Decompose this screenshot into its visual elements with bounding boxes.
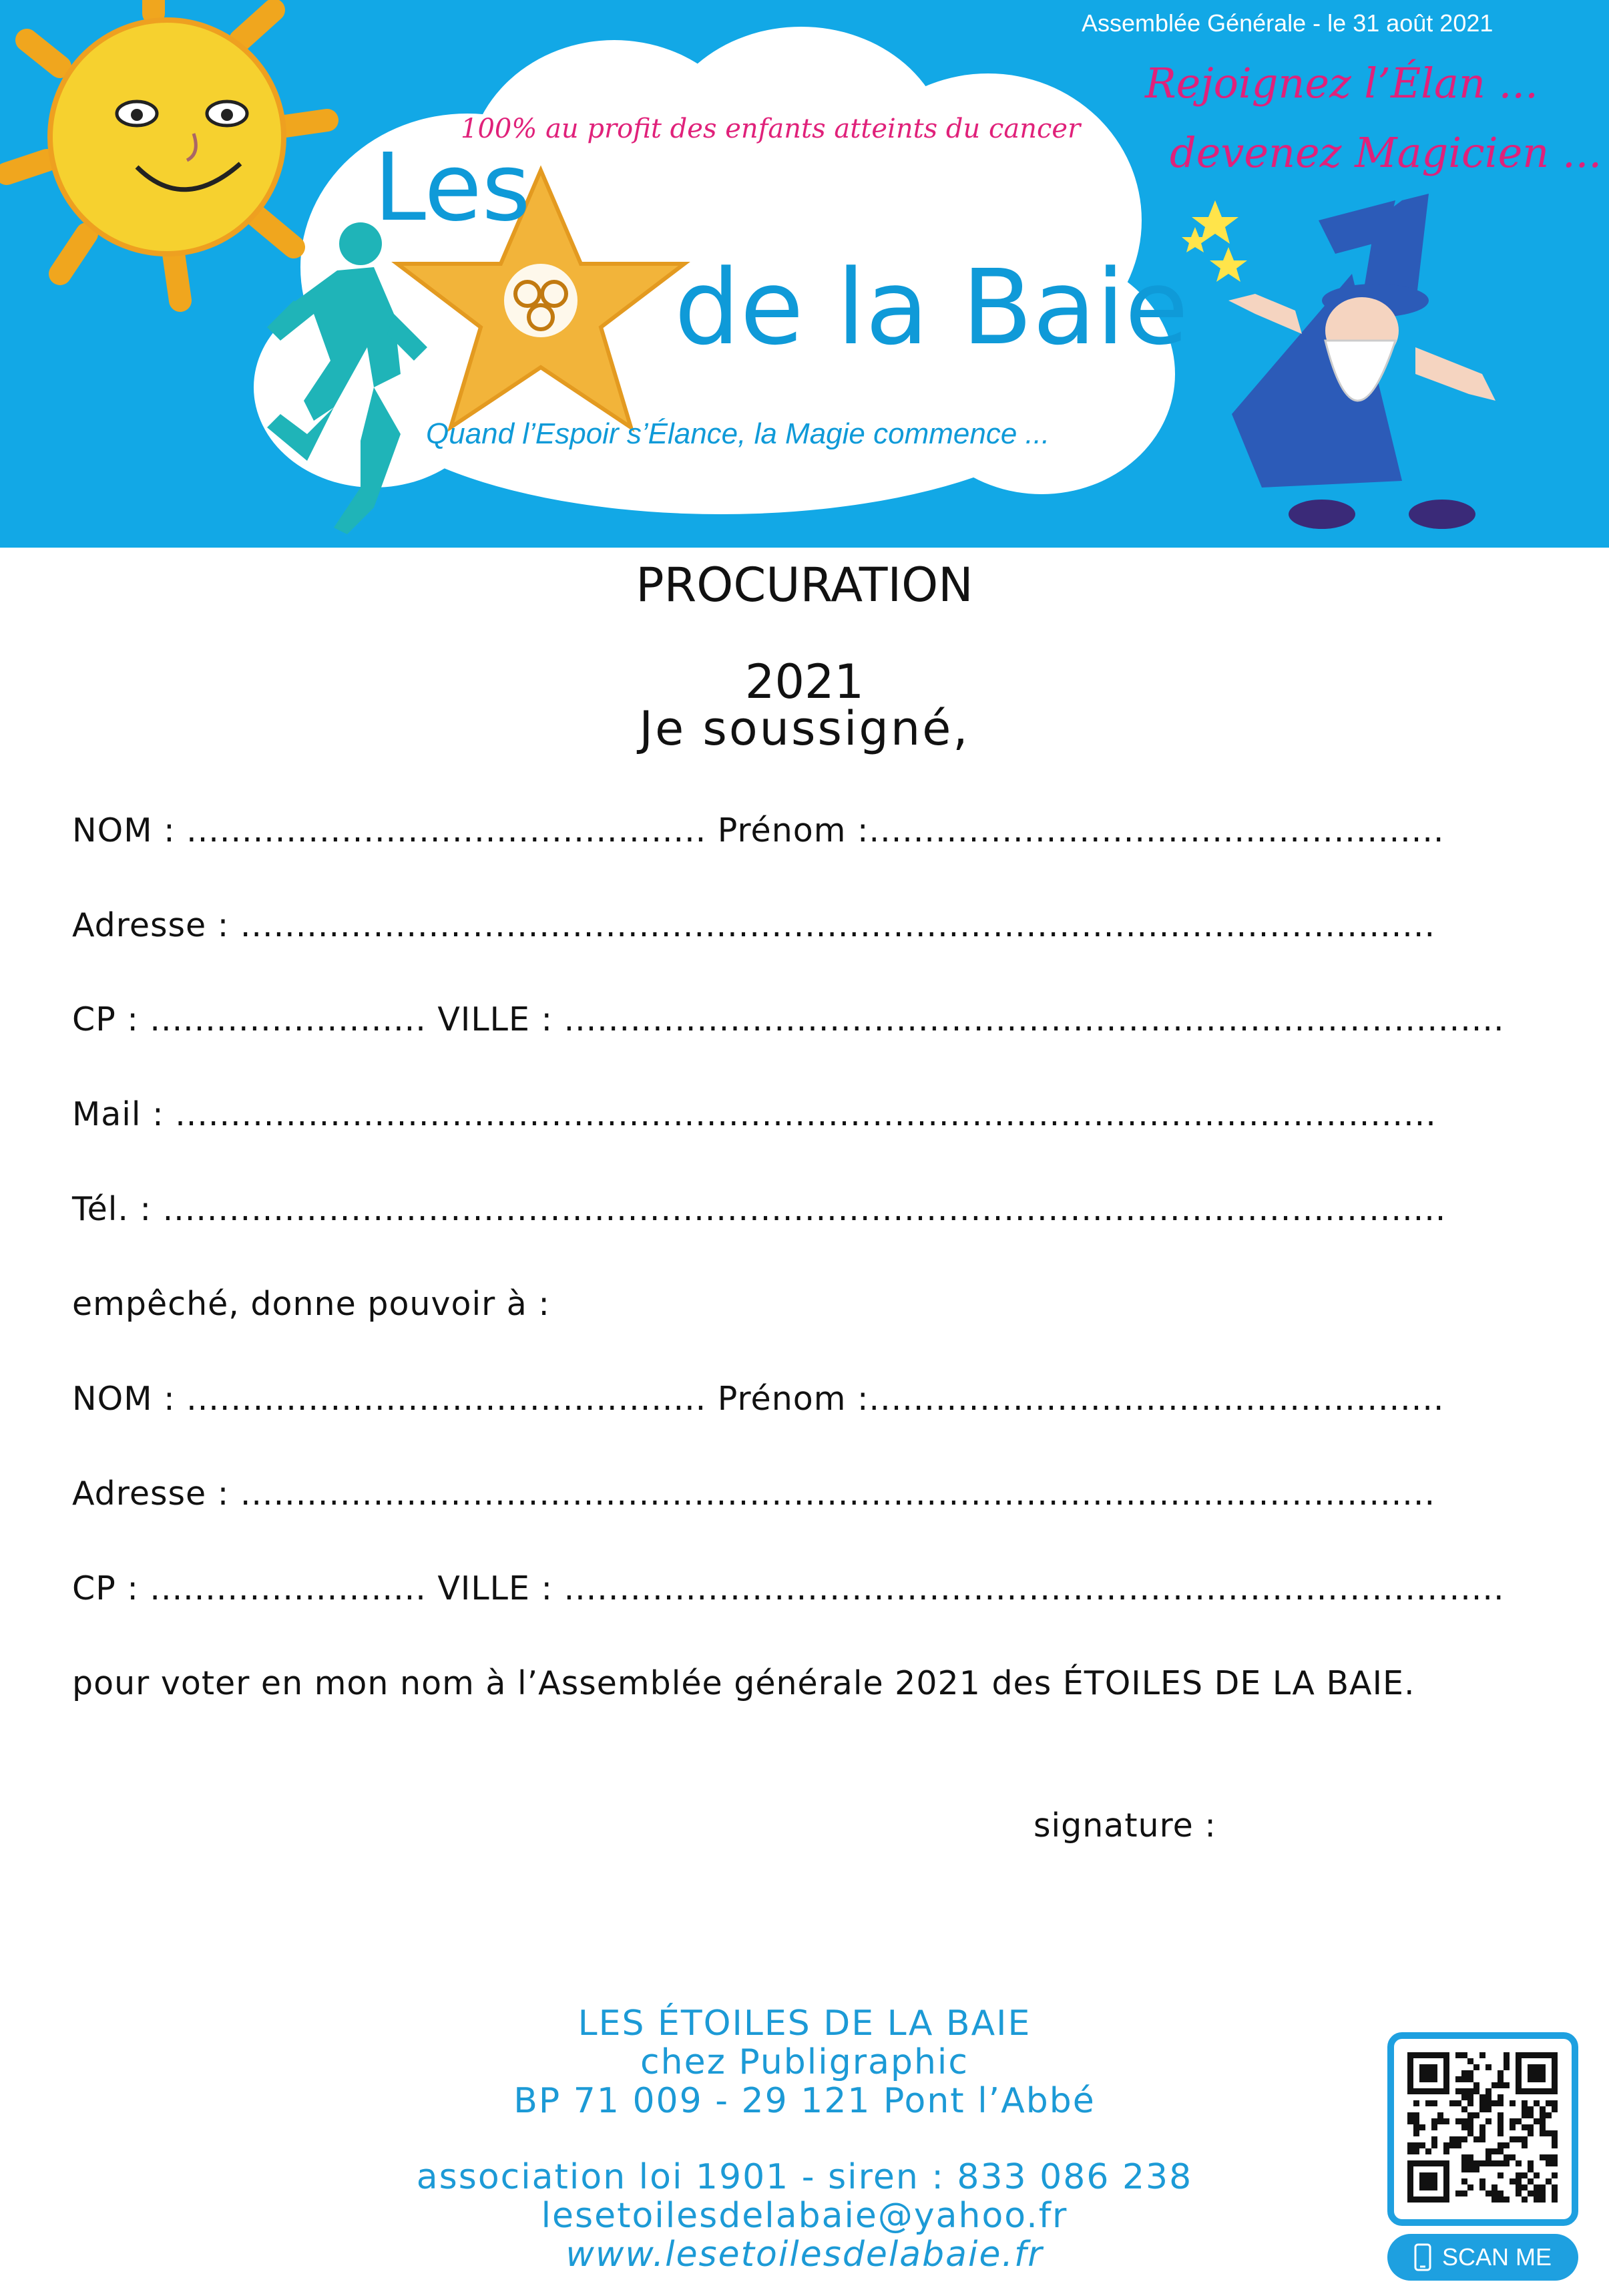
proxy-field-adresse[interactable]: Adresse : ............................................................................................................ bbox=[72, 1475, 1436, 1513]
qr-code-pattern bbox=[1394, 2039, 1572, 2219]
footer-address: BP 71 009 - 29 121 Pont l’Abbé bbox=[513, 2081, 1096, 2121]
document-year: 2021 bbox=[744, 654, 865, 709]
wizard-illustration bbox=[1182, 194, 1496, 529]
logo-word-baie: de la Baie bbox=[674, 247, 1189, 368]
footer-care-of: chez Publigraphic bbox=[640, 2042, 969, 2082]
event-date: Assemblée Générale - le 31 août 2021 bbox=[1082, 9, 1493, 37]
scan-me-label: SCAN ME bbox=[1441, 2243, 1552, 2271]
field-cp-ville[interactable]: CP : ......................... VILLE : ..................................................................................... bbox=[72, 1000, 1505, 1038]
field-adresse[interactable]: Adresse : ............................................................................................................ bbox=[72, 906, 1436, 944]
field-nom-prenom[interactable]: NOM : ............................................... Prénom :.................................................... bbox=[72, 811, 1445, 849]
sun-illustration bbox=[7, 0, 327, 301]
scan-me-badge[interactable] bbox=[1387, 2234, 1578, 2281]
profit-note: 100% au profit des enfants atteints du cancer bbox=[461, 114, 1081, 144]
footer-org-name: LES ÉTOILES DE LA BAIE bbox=[578, 2003, 1031, 2044]
tagline-join: Rejoignez l’Élan ... bbox=[1145, 59, 1538, 108]
signature-label: signature : bbox=[1033, 1806, 1216, 1845]
footer-website[interactable]: www.lesetoilesdelabaie.fr bbox=[565, 2235, 1044, 2275]
proxy-field-cp-ville[interactable]: CP : ......................... VILLE : ..................................................................................... bbox=[72, 1569, 1505, 1607]
footer-email[interactable]: lesetoilesdelabaie@yahoo.fr bbox=[541, 2196, 1068, 2236]
document-title: PROCURATION bbox=[636, 558, 973, 612]
slogan: Quand l’Espoir s’Élance, la Magie commence ... bbox=[426, 417, 1050, 450]
proxy-intro: empêché, donne pouvoir à : bbox=[72, 1285, 550, 1323]
proxy-field-nom-prenom[interactable]: NOM : ............................................... Prénom :.................................................... bbox=[72, 1380, 1445, 1418]
field-mail[interactable]: Mail : .................................................................................................................. bbox=[72, 1095, 1437, 1133]
footer-registration: association loi 1901 - siren : 833 086 238 bbox=[416, 2157, 1193, 2197]
qr-code[interactable] bbox=[1387, 2032, 1578, 2226]
phone-icon bbox=[1414, 2243, 1431, 2271]
intro-line: Je soussigné, bbox=[639, 701, 970, 756]
field-tel[interactable]: Tél. : .................................................................................................................... bbox=[72, 1190, 1447, 1228]
tagline-magician: devenez Magicien ... bbox=[1170, 128, 1602, 177]
logo-word-les: Les bbox=[374, 134, 531, 242]
header-banner bbox=[0, 0, 1609, 548]
vote-statement: pour voter en mon nom à l’Assemblée générale 2021 des ÉTOILES DE LA BAIE. bbox=[72, 1664, 1415, 1702]
